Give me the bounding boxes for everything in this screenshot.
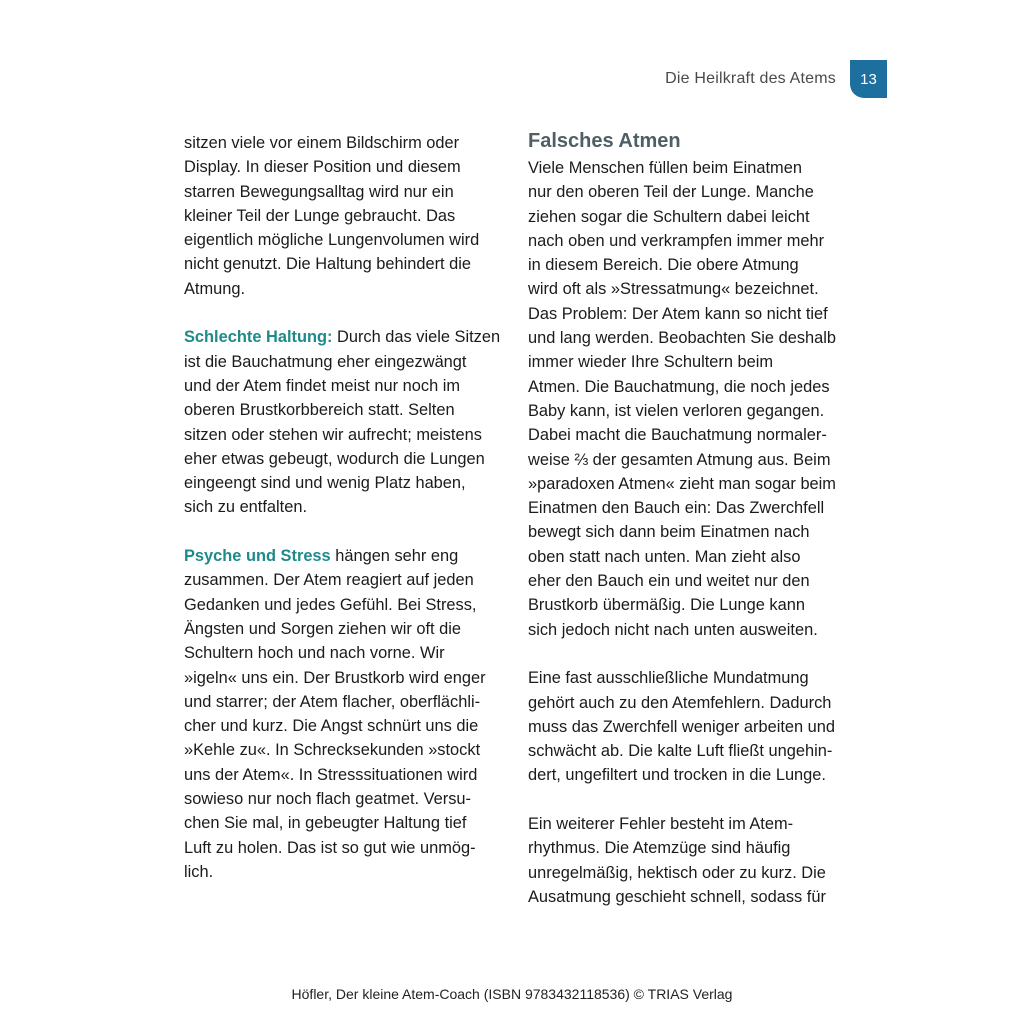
page-footer: Höfler, Der kleine Atem-Coach (ISBN 9783432118536) © TRIAS Verlag xyxy=(291,986,733,1002)
text-line: unregelmäßig, hektisch oder zu kurz. Die xyxy=(528,863,826,882)
text-line: sich jedoch nicht nach unten ausweiten. xyxy=(528,620,818,639)
text-line: Das Problem: Der Atem kann so nicht tief xyxy=(528,304,828,323)
running-title: Die Heilkraft des Atems xyxy=(665,70,836,87)
paragraph xyxy=(528,666,838,787)
text-line: lich. xyxy=(184,862,214,881)
text-line: gehört auch zu den Atemfehlern. Dadurch xyxy=(528,693,832,712)
text-line: Ausatmung geschieht schnell, sodass für xyxy=(528,887,826,906)
text-line: Baby kann, ist vielen verloren gegangen. xyxy=(528,401,825,420)
paragraph xyxy=(184,131,504,301)
paragraph xyxy=(528,156,838,642)
text-line: sich zu entfalten. xyxy=(184,498,308,517)
text-line: ist die Bauchatmung eher eingezwängt xyxy=(184,352,467,371)
text-line: oben statt nach unten. Man zieht also xyxy=(528,547,801,566)
text-line: eigentlich mögliche Lungenvolumen wird xyxy=(184,231,480,250)
text-line: sitzen oder stehen wir aufrecht; meistens xyxy=(184,425,482,444)
text-line: »Kehle zu«. In Schrecksekunden »stockt xyxy=(184,741,481,760)
text-line: wird oft als »Stressatmung« bezeichnet. xyxy=(528,280,819,299)
text-line: Ängsten und Sorgen ziehen wir oft die xyxy=(184,619,462,638)
text-line: »paradoxen Atmen« zieht man sogar beim xyxy=(528,474,836,493)
text-line: Dabei macht die Bauchatmung normaler- xyxy=(528,426,827,445)
highlight-term: Psyche und Stress xyxy=(184,547,331,566)
text-line: cher und kurz. Die Angst schnürt uns die xyxy=(184,717,479,736)
text-line: dert, ungefiltert und trocken in die Lunge. xyxy=(528,766,826,785)
text-line: Einatmen den Bauch ein: Das Zwerchfell xyxy=(528,499,825,518)
text-line: und der Atem findet meist nur noch im xyxy=(184,376,461,395)
text-line: eher etwas gebeugt, wodurch die Lungen xyxy=(184,449,485,468)
section-heading: Falsches Atmen xyxy=(528,130,681,152)
text-line: zusammen. Der Atem reagiert auf jeden xyxy=(184,571,474,590)
text-line: Atmen. Die Bauchatmung, die noch jedes xyxy=(528,377,830,396)
text-line: chen Sie mal, in gebeugter Haltung tief xyxy=(184,814,467,833)
text-line: immer wieder Ihre Schultern beim xyxy=(528,353,774,372)
text-line: eher den Bauch ein und weitet nur den xyxy=(528,572,810,591)
text-line: uns der Atem«. In Stresssituationen wird xyxy=(184,765,478,784)
text-line: Viele Menschen füllen beim Einatmen xyxy=(528,159,802,177)
text-run: hängen sehr eng xyxy=(330,547,459,566)
page-header xyxy=(665,60,887,98)
text-line: bewegt sich dann beim Einatmen nach xyxy=(528,523,810,542)
text-run: Durch das viele Sitzen xyxy=(332,328,501,347)
text-line: nur den oberen Teil der Lunge. Manche xyxy=(528,183,814,202)
text-line xyxy=(184,325,504,349)
page-number-badge: 13 xyxy=(850,60,887,98)
text-line: eingeengt sind und wenig Platz haben, xyxy=(184,474,466,493)
text-line: Luft zu holen. Das ist so gut wie unmög- xyxy=(184,838,476,857)
left-column xyxy=(184,131,504,884)
text-line: sowieso nur noch flach geatmet. Versu- xyxy=(184,790,471,809)
text-line: starren Bewegungsalltag wird nur ein xyxy=(184,182,454,201)
paragraph xyxy=(184,325,504,519)
text-line: und starrer; der Atem flacher, oberflächli- xyxy=(184,692,481,711)
text-line: Ein weiterer Fehler besteht im Atem- xyxy=(528,815,794,834)
text-line: »igeln« uns ein. Der Brustkorb wird enger xyxy=(184,668,486,687)
highlight-term: Schlechte Haltung: xyxy=(184,328,333,347)
paragraph xyxy=(528,812,838,909)
text-line: sitzen viele vor einem Bildschirm oder xyxy=(184,134,460,152)
text-line: Brustkorb übermäßig. Die Lunge kann xyxy=(528,596,805,615)
text-line: ziehen sogar die Schultern dabei leicht xyxy=(528,207,810,226)
text-line: schwächt ab. Die kalte Luft fließt ungehin- xyxy=(528,742,833,761)
text-line: Gedanken und jedes Gefühl. Bei Stress, xyxy=(184,595,477,614)
text-line: in diesem Bereich. Die obere Atmung xyxy=(528,256,799,275)
text-line: Eine fast ausschließliche Mundatmung xyxy=(528,669,809,688)
text-line: Atmung. xyxy=(184,279,246,298)
text-line: kleiner Teil der Lunge gebraucht. Das xyxy=(184,206,456,225)
text-line xyxy=(184,544,504,568)
right-column xyxy=(528,128,838,909)
text-line: muss das Zwerchfell weniger arbeiten und xyxy=(528,717,836,736)
text-line: nicht genutzt. Die Haltung behindert die xyxy=(184,255,472,274)
text-line: oberen Brustkorbbereich statt. Selten xyxy=(184,401,455,420)
text-line: Schultern hoch und nach vorne. Wir xyxy=(184,644,445,663)
paragraph xyxy=(184,544,504,884)
text-line: rhythmus. Die Atemzüge sind häufig xyxy=(528,839,791,858)
text-line: weise ⅔ der gesamten Atmung aus. Beim xyxy=(528,450,831,469)
text-line: Display. In dieser Position und diesem xyxy=(184,158,461,177)
text-line: nach oben und verkrampfen immer mehr xyxy=(528,231,825,250)
text-line: und lang werden. Beobachten Sie deshalb xyxy=(528,329,837,348)
